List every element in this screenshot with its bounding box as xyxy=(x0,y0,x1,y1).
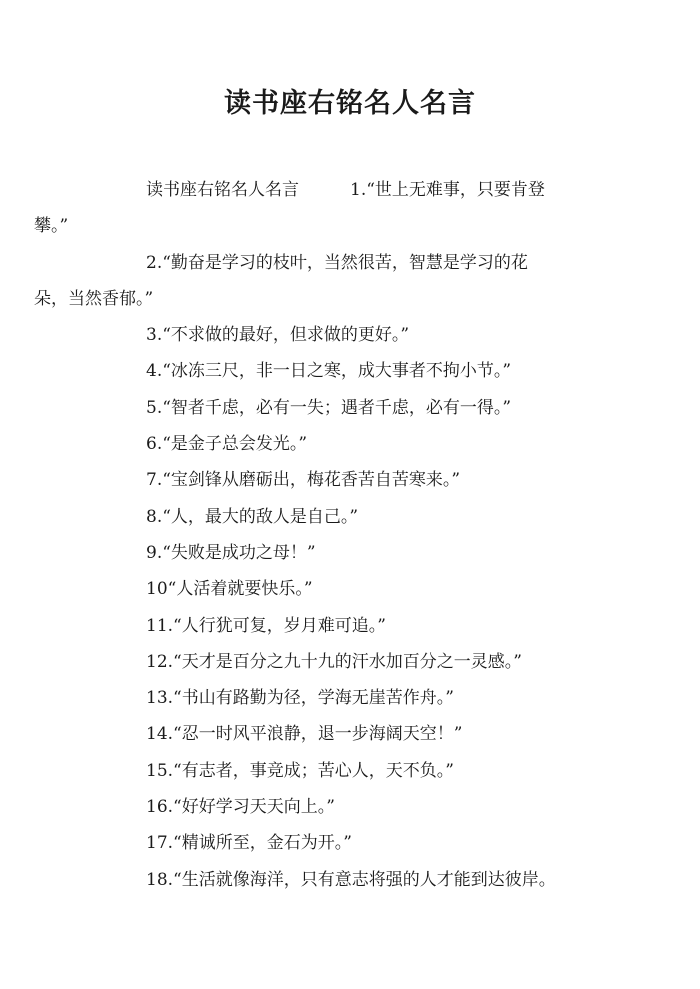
quote-10: 10“人活着就要快乐。” xyxy=(146,579,313,600)
quote-12: 12.“天才是百分之九十九的汗水加百分之一灵感。” xyxy=(146,651,522,672)
quote-7: 7.“宝剑锋从磨砺出，梅花香苦自苦寒来。” xyxy=(146,470,461,491)
quote-15: 15.“有志者，事竞成；苦心人，天不负。” xyxy=(146,760,454,781)
quote-6: 6.“是金子总会发光。” xyxy=(146,434,308,455)
intro-label: 读书座右铭名人名言 xyxy=(146,180,299,200)
quote-9: 9.“失败是成功之母！” xyxy=(146,542,316,563)
quote-14: 14.“忍一时风平浪静，退一步海阔天空！” xyxy=(146,724,463,745)
quote-8: 8.“人，最大的敌人是自己。” xyxy=(146,506,359,527)
quote-1-line-2: 攀。” xyxy=(34,216,69,237)
quote-17: 17.“精诚所至，金石为开。” xyxy=(146,833,352,854)
quote-13: 13.“书山有路勤为径，学海无崖苦作舟。” xyxy=(146,688,454,709)
quote-4: 4.“冰冻三尺，非一日之寒，成大事者不拘小节。” xyxy=(146,361,512,382)
quote-18: 18.“生活就像海洋，只有意志将强的人才能到达彼岸。 xyxy=(146,869,556,890)
quote-5: 5.“智者千虑，必有一失；遇者千虑，必有一得。” xyxy=(146,397,512,418)
quote-3: 3.“不求做的最好，但求做的更好。” xyxy=(146,325,410,346)
quote-1-line-1: 1.“世上无难事，只要肯登 xyxy=(350,180,545,200)
list-item xyxy=(112,172,592,208)
quote-11: 11.“人行犹可复，岁月难可追。” xyxy=(146,615,386,636)
quote-16: 16.“好好学习天天向上。” xyxy=(146,797,335,818)
quote-2-line-2: 朵，当然香郁。” xyxy=(34,288,154,309)
quote-list xyxy=(34,172,592,898)
quote-2-line-1: 2.“勤奋是学习的枝叶，当然很苦，智慧是学习的花 xyxy=(146,252,528,273)
page-title: 读书座右铭名人名言 xyxy=(224,88,476,119)
